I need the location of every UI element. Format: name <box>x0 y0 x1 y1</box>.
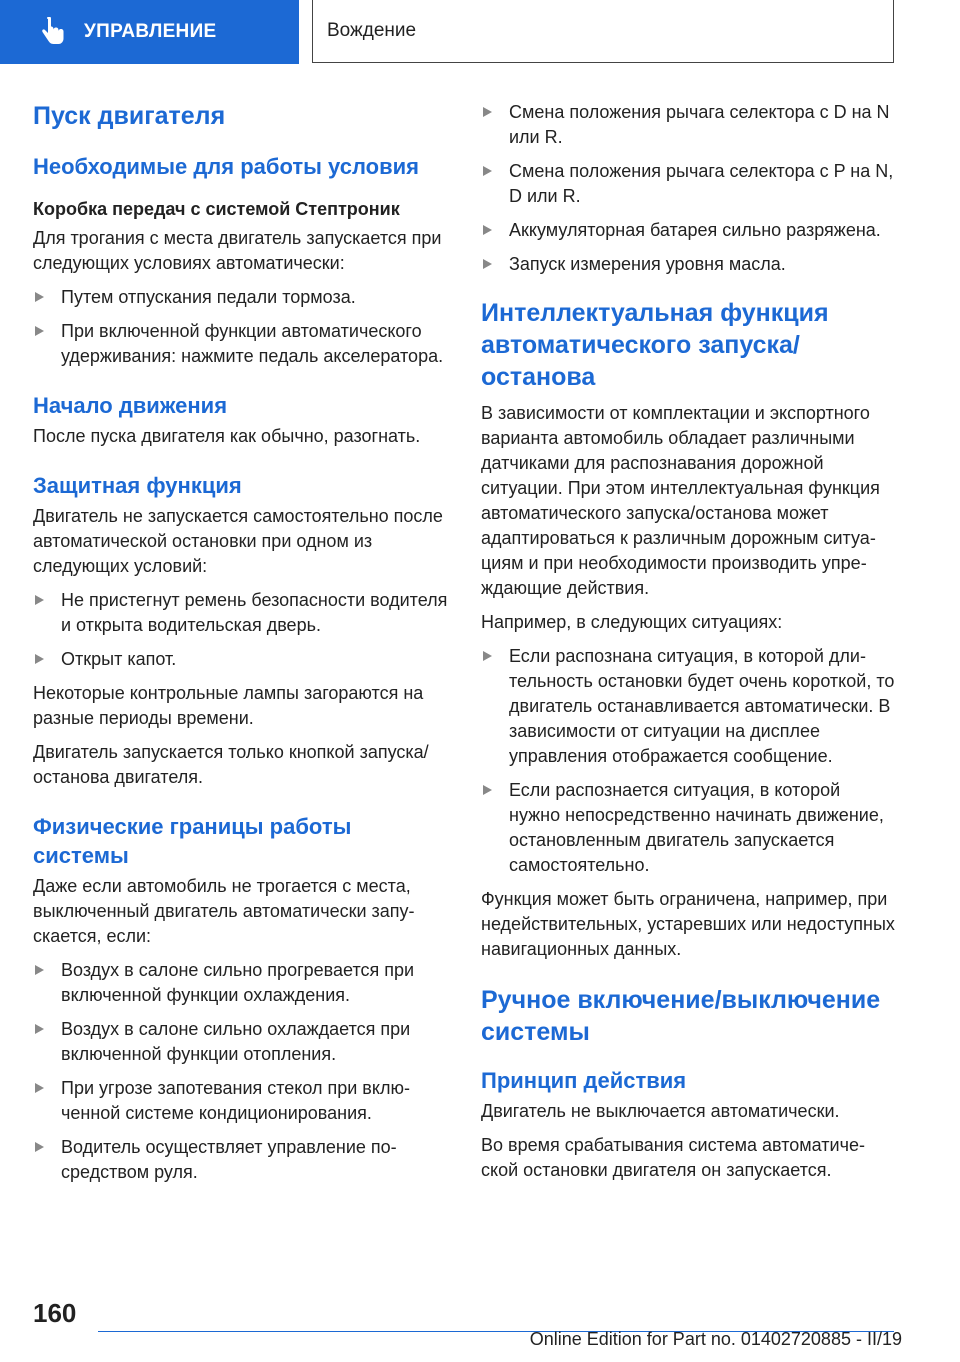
bullet-list <box>481 644 896 878</box>
triangle-bullet-icon <box>35 1024 44 1034</box>
bullet-list <box>33 285 448 369</box>
list-item: Не пристегнут ремень безопасности водителя и открыта водительская дверь. <box>33 588 448 638</box>
list-item: Водитель осуществляет управление посредством руля. <box>33 1135 448 1185</box>
list-item: Открыт капот. <box>33 647 448 672</box>
subsection-tab-label: Вождение <box>327 20 417 41</box>
paragraph: В зависимости от комплектации и экспортного варианта автомобиль обладает различными датчиками для распознавания дорожной ситуации. При этом интеллектуальная функция автоматического запуска/останова может адаптироваться к различным дорожным ситуациям и при необходимости производить упреждающие действия. <box>481 403 880 598</box>
list-item: Путем отпускания педали тормоза. <box>33 285 448 310</box>
paragraph: Двигатель запускается только кнопкой запуска/останова двигателя. <box>33 742 429 787</box>
heading-steptronic: Коробка передач с системой Стептроник <box>33 199 400 219</box>
paragraph: Двигатель не выключается автоматически. <box>481 1101 840 1121</box>
paragraph: Функция может быть ограничена, например, при недействительных, устаревших или недоступных навигационных данных. <box>481 889 895 959</box>
heading-system-limits: Физические границы работы системы <box>33 814 352 868</box>
paragraph: После пуска двигателя как обычно, разогнать. <box>33 426 421 446</box>
list-item: Воздух в салоне сильно охлаждается при включенной функции отопления. <box>33 1017 448 1067</box>
triangle-bullet-icon <box>35 326 44 336</box>
section-tab-control[interactable] <box>0 0 299 64</box>
bullet-list <box>481 100 896 277</box>
right-column <box>481 100 896 1192</box>
paragraph: Даже если автомобиль не трогается с места, выключенный двигатель автоматически запускается, если: <box>33 876 415 946</box>
paragraph: Для трогания с места двигатель запускается при следующих условиях автоматически: <box>33 228 442 273</box>
heading-conditions: Необходимые для работы условия <box>33 154 419 179</box>
triangle-bullet-icon <box>35 292 44 302</box>
list-item: Аккумуляторная батарея сильно разряжена. <box>481 218 896 243</box>
heading-intelligent-start-stop: Интеллектуальная функция автоматического запуска/останова <box>481 299 829 391</box>
paragraph: Например, в следующих ситуациях: <box>481 612 783 632</box>
hand-pointer-icon <box>40 17 66 47</box>
list-item: Смена положения рычага селектора с P на N, D или R. <box>481 159 896 209</box>
list-item: Запуск измерения уровня масла. <box>481 252 896 277</box>
heading-manual-toggle: Ручное включение/выключение системы <box>481 986 881 1046</box>
heading-principle: Принцип действия <box>481 1068 687 1093</box>
triangle-bullet-icon <box>35 654 44 664</box>
triangle-bullet-icon <box>483 651 492 661</box>
page-number: 160 <box>33 1298 77 1328</box>
bullet-list <box>33 958 448 1185</box>
heading-protection: Защитная функция <box>33 473 242 498</box>
list-item: Смена положения рычага селектора с D на N или R. <box>481 100 896 150</box>
triangle-bullet-icon <box>35 965 44 975</box>
footer-edition: Online Edition for Part no. 01402720885 - II/19 <box>529 1329 902 1349</box>
triangle-bullet-icon <box>483 166 492 176</box>
list-item: Воздух в салоне сильно прогревается при включенной функции охлаждения. <box>33 958 448 1008</box>
list-item: При включенной функции автоматического удерживания: нажмите педаль акселератора. <box>33 319 448 369</box>
paragraph: Во время срабатывания система автоматической остановки двигателя он запускается. <box>481 1135 865 1180</box>
heading-engine-start: Пуск двигателя <box>33 102 226 130</box>
heading-start-driving: Начало движения <box>33 393 228 418</box>
list-item: При угрозе запотевания стекол при включенной системе кондиционирования. <box>33 1076 448 1126</box>
left-column <box>33 100 448 1194</box>
list-item: Если распознана ситуация, в которой длительность остановки будет очень короткой, то двигатель останавливается автоматически. В зависимости от ситуации на дисплее управления отображается сообщение. <box>481 644 896 769</box>
triangle-bullet-icon <box>35 595 44 605</box>
section-tab-label: УПРАВЛЕНИЕ <box>84 21 217 42</box>
triangle-bullet-icon <box>483 107 492 117</box>
subsection-tab-driving[interactable] <box>312 0 894 63</box>
triangle-bullet-icon <box>35 1083 44 1093</box>
triangle-bullet-icon <box>483 225 492 235</box>
bullet-list <box>33 588 448 672</box>
list-item: Если распознается ситуация, в которой нужно непосредственно начинать движение, остановленным двигатель запускается самостоятельно. <box>481 778 896 878</box>
paragraph: Некоторые контрольные лампы загораются на разные периоды времени. <box>33 683 424 728</box>
paragraph: Двигатель не запускается самостоятельно после автоматической остановки при одном из следующих условий: <box>33 506 443 576</box>
triangle-bullet-icon <box>35 1142 44 1152</box>
triangle-bullet-icon <box>483 259 492 269</box>
triangle-bullet-icon <box>483 785 492 795</box>
